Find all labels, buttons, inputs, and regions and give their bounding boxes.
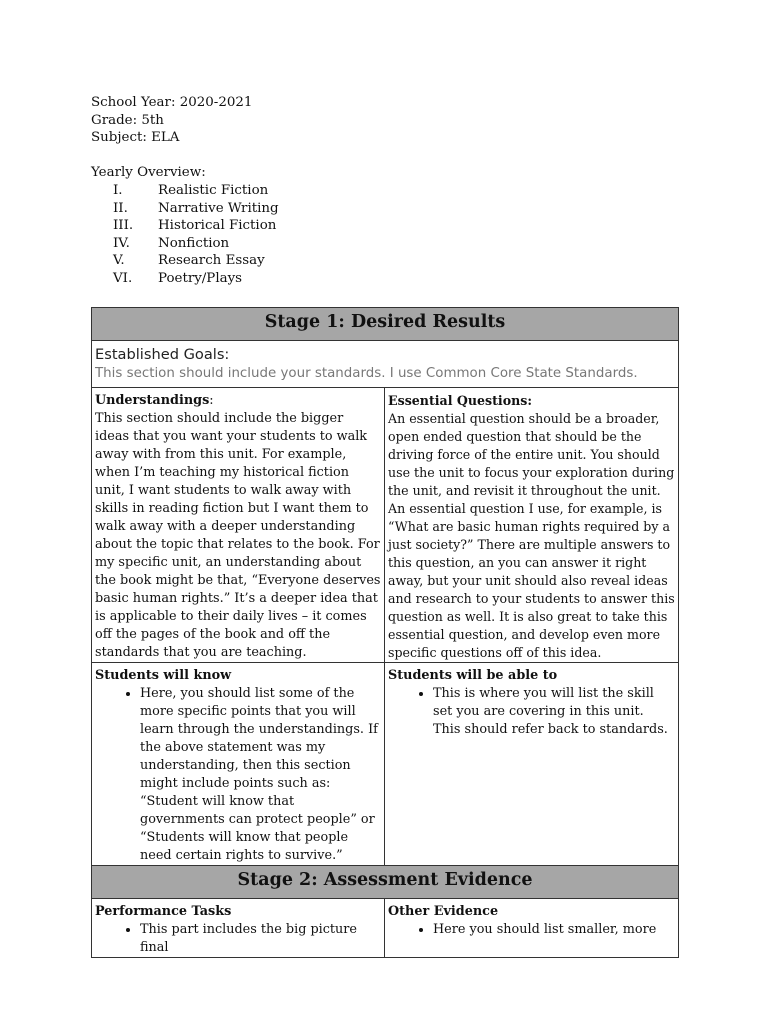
established-goals-row bbox=[92, 341, 679, 388]
subject: Subject: ELA bbox=[91, 130, 180, 146]
grade: Grade: 5th bbox=[91, 112, 164, 128]
understandings-row bbox=[92, 388, 679, 663]
other-evidence-cell bbox=[385, 899, 679, 958]
established-goals-cell bbox=[92, 341, 679, 388]
document-header bbox=[91, 94, 279, 288]
performance-tasks-cell bbox=[92, 899, 385, 958]
list-item: • Here you should list smaller, more bbox=[433, 921, 675, 939]
overview-item-number: I. bbox=[113, 182, 123, 198]
students-will-know-title: Students will know bbox=[95, 668, 232, 683]
stage2-header-row bbox=[92, 866, 679, 899]
list-item: • Here, you should list some of the more specific points that you will learn through the understandings. If the above statement was my understanding, then this section might include points such as: “Student will know that governments can protect people” or “Students will know that people need certain rights to survive.” bbox=[140, 685, 381, 865]
essential-questions-title: Essential Questions: bbox=[388, 393, 533, 408]
essential-questions-text: An essential question should be a broader, open ended question that should be the driving force of the entire unit. You should use the unit to focus your exploration during the unit, and revisit it throughout the unit. An essential question I use, for example, is “What are basic human rights required by a just society?” There are multiple answers to this question, an you can answer it right away, but your unit should also reveal ideas and research to your students to answer this question as well. It is also great to take this essential question, and develop even more specific questions off of this idea. bbox=[388, 411, 675, 660]
overview-label: Yearly Overview: bbox=[91, 165, 206, 181]
ubd-planning-table bbox=[91, 307, 679, 958]
students-will-know-list bbox=[95, 685, 381, 865]
overview-item bbox=[91, 235, 279, 253]
essential-questions-cell bbox=[385, 388, 679, 663]
stage1-header-row bbox=[92, 308, 679, 341]
students-will-be-able-title: Students will be able to bbox=[388, 668, 558, 683]
established-goals-description: This section should include your standards. I use Common Core State Standards. bbox=[95, 366, 638, 381]
school-year: School Year: 2020-2021 bbox=[91, 95, 253, 110]
understandings-cell bbox=[92, 388, 385, 663]
understandings-colon: : bbox=[209, 393, 214, 408]
overview-item bbox=[91, 200, 279, 218]
performance-tasks-title: Performance Tasks bbox=[95, 904, 232, 919]
overview-item bbox=[91, 182, 279, 200]
students-will-know-cell bbox=[92, 663, 385, 866]
know-able-row bbox=[92, 663, 679, 866]
overview-item bbox=[91, 252, 279, 270]
overview-item bbox=[91, 270, 279, 288]
students-will-be-able-cell bbox=[385, 663, 679, 866]
established-goals-label: Established Goals: bbox=[95, 346, 230, 363]
yearly-overview-list bbox=[91, 182, 279, 288]
overview-item bbox=[91, 217, 279, 235]
overview-item-number: IV. bbox=[113, 235, 130, 251]
spacer bbox=[91, 147, 279, 165]
stage1-title: Stage 1: Desired Results bbox=[92, 308, 679, 341]
list-item: • This is where you will list the skill set you are covering in this unit. This should refer back to standards. bbox=[433, 685, 675, 739]
overview-item-label: Nonfiction bbox=[158, 235, 230, 251]
overview-item-label: Poetry/Plays bbox=[158, 270, 243, 286]
overview-item-number: III. bbox=[113, 218, 134, 234]
overview-item-number: VI. bbox=[113, 270, 133, 286]
list-item: • This part includes the big picture final bbox=[140, 921, 381, 957]
understandings-title: Understandings bbox=[95, 393, 210, 408]
overview-item-label: Historical Fiction bbox=[158, 218, 277, 234]
overview-item-label: Research Essay bbox=[158, 253, 265, 269]
overview-item-label: Realistic Fiction bbox=[158, 182, 269, 198]
understandings-text: This section should include the bigger ideas that you want your students to walk away with from this unit. For example, when I’m teaching my historical fiction unit, I want students to walk away with skills in reading fiction but I want them to walk away with a deeper understanding about the topic that relates to the book. For my specific unit, an understanding about the book might be that, “Everyone deserves basic human rights.” It’s a deeper idea that is applicable to their daily lives – it comes off the pages of the book and off the standards that you are teaching. bbox=[95, 411, 381, 660]
other-evidence-title: Other Evidence bbox=[388, 904, 499, 919]
students-will-be-able-list bbox=[388, 685, 675, 739]
overview-item-number: II. bbox=[113, 200, 128, 216]
overview-item-label: Narrative Writing bbox=[158, 200, 279, 216]
overview-item-number: V. bbox=[113, 253, 125, 269]
performance-tasks-list bbox=[95, 921, 381, 957]
assessment-row bbox=[92, 899, 679, 958]
stage2-title: Stage 2: Assessment Evidence bbox=[92, 866, 679, 899]
other-evidence-list bbox=[388, 921, 675, 939]
